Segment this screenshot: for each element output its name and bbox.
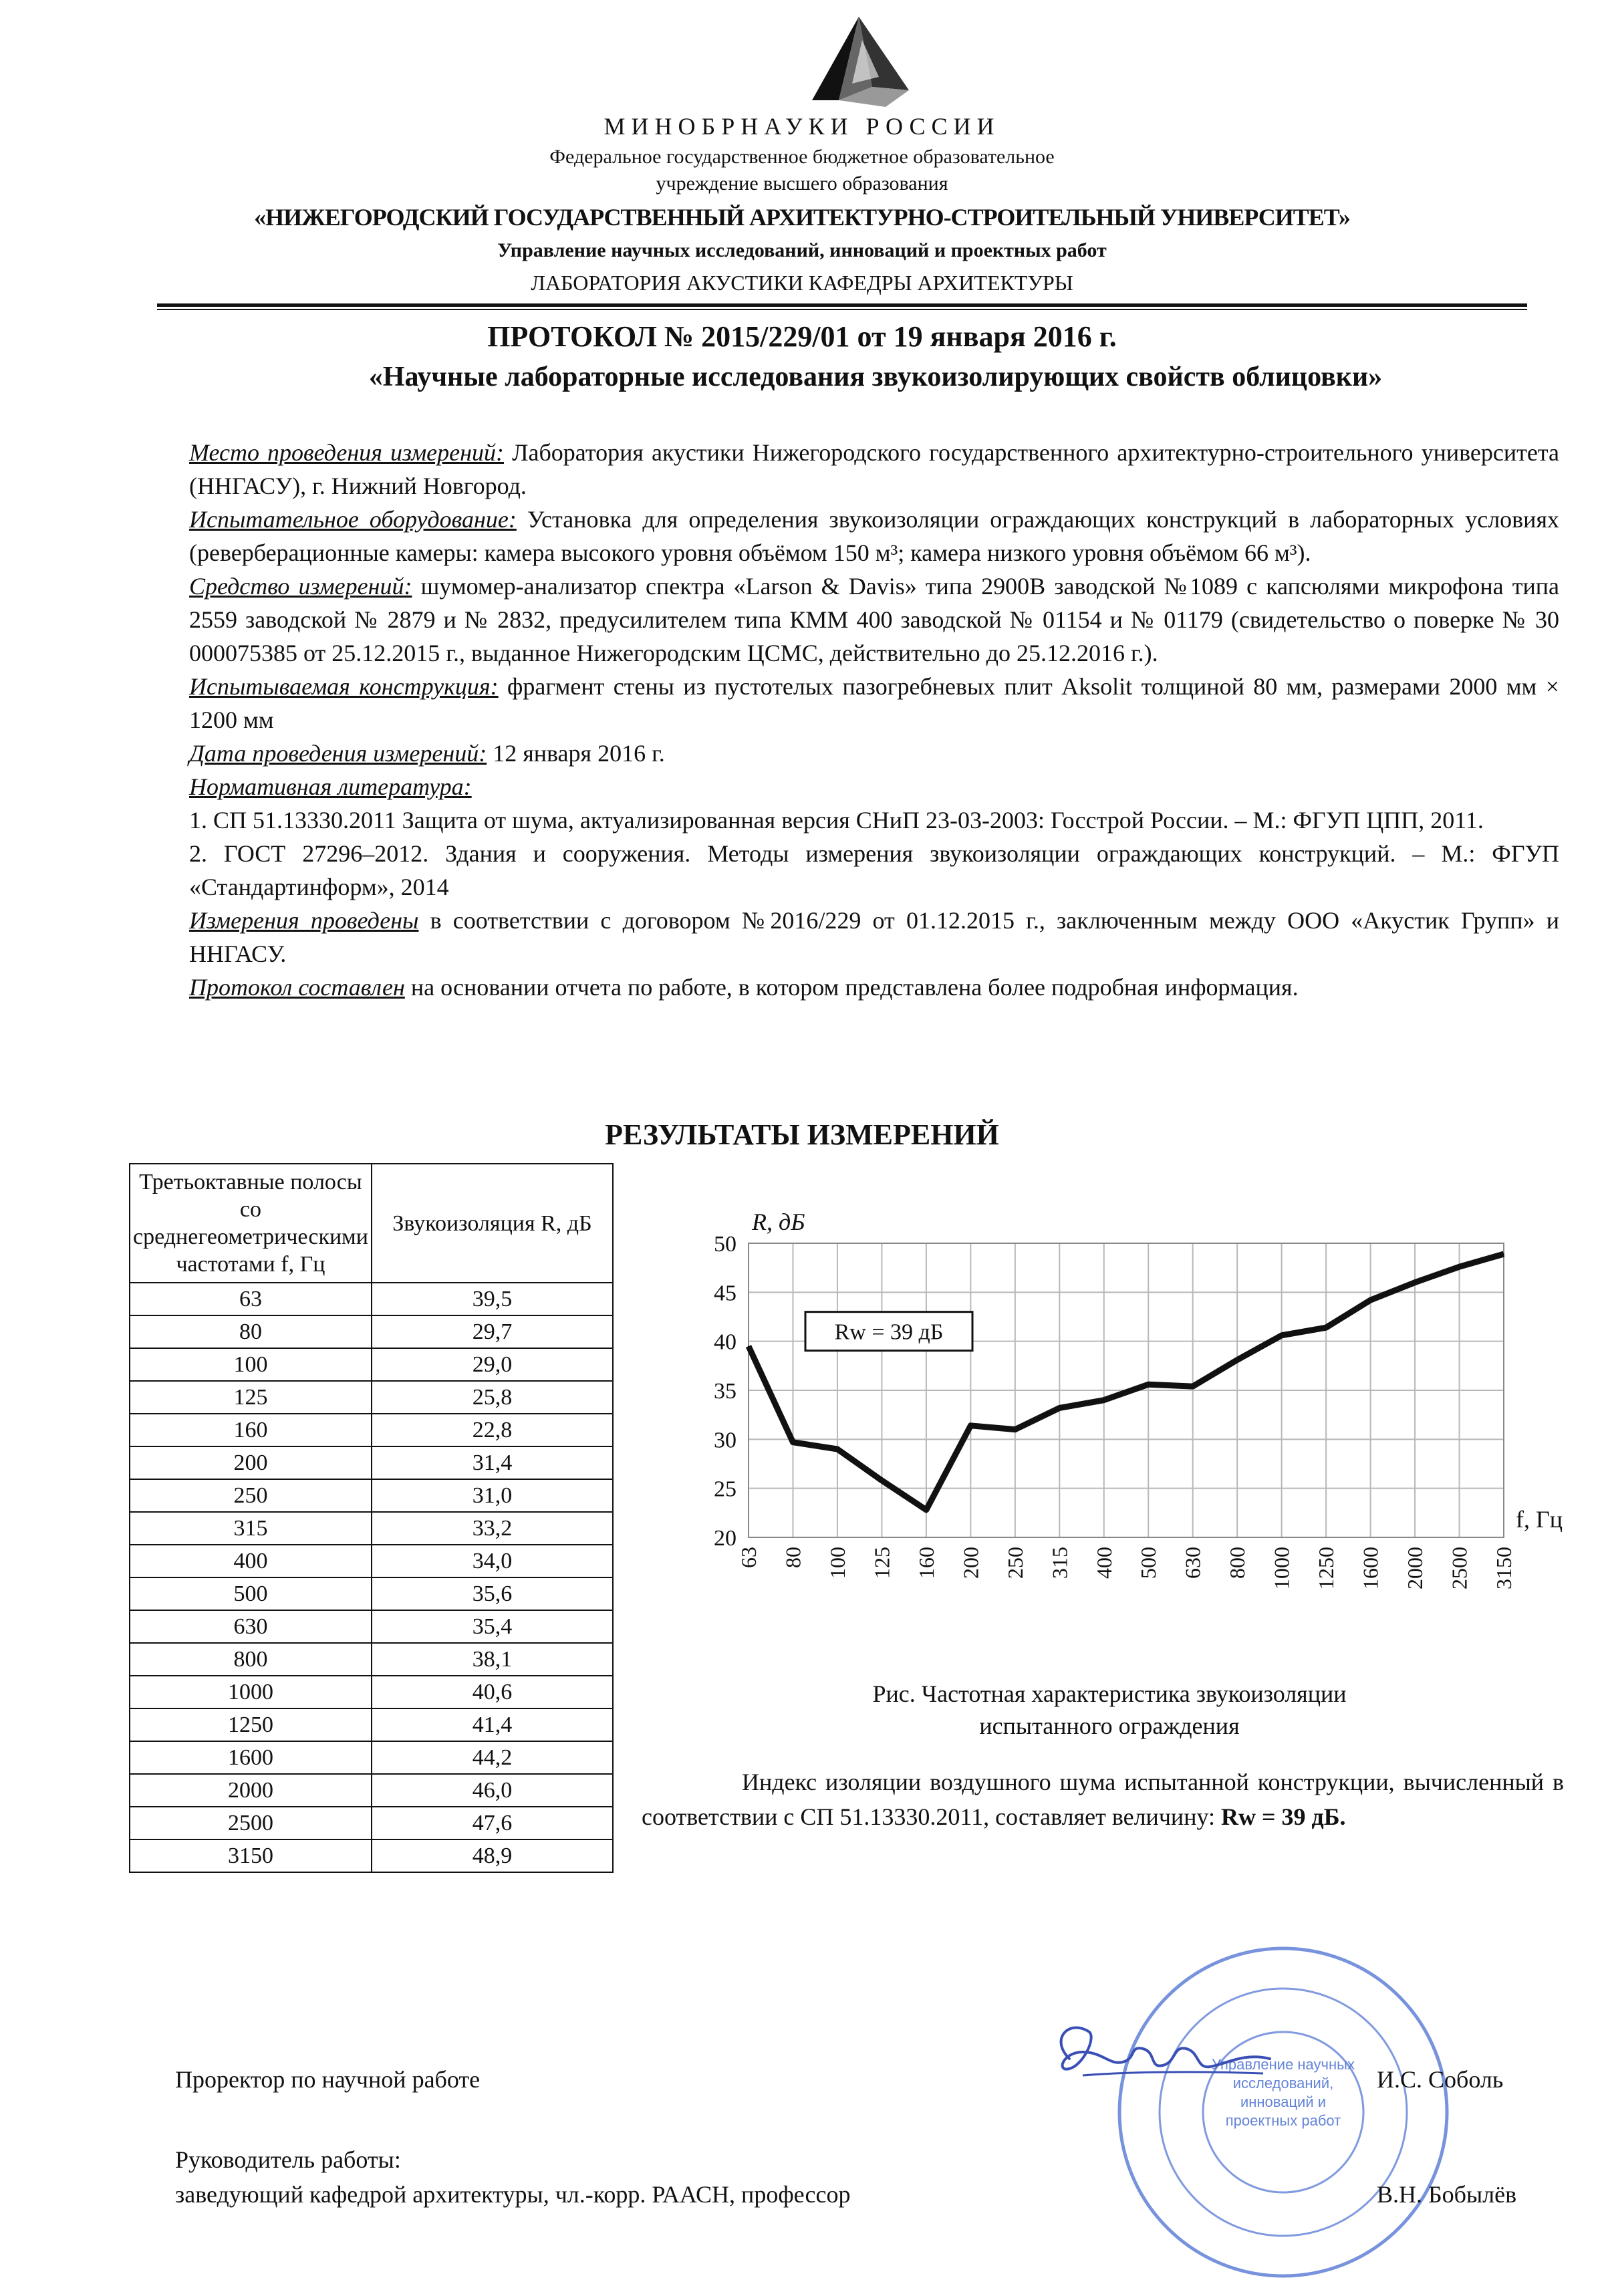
y-tick-label: 35 — [714, 1379, 737, 1404]
table-row — [130, 1512, 613, 1545]
data-point — [1148, 1384, 1149, 1385]
header-line-2: учреждение высшего образования — [656, 172, 948, 195]
role-supervisor-title: Руководитель работы: — [175, 2146, 401, 2173]
data-point — [1015, 1429, 1016, 1430]
table-row — [130, 1446, 613, 1479]
stamp-center-text: Управление научных исследований, инноваций и проектных работ — [1212, 2056, 1355, 2129]
department-name: Управление научных исследований, инноваций и проектных работ — [497, 239, 1107, 261]
protocol-subtitle: «Научные лабораторные исследования звукоизолирующих свойств облицовки» — [368, 362, 1383, 392]
insulation-cell: 31,4 — [372, 1446, 613, 1479]
norms-label: Нормативная литература: — [189, 773, 472, 800]
frequency-cell: 63 — [130, 1283, 372, 1315]
construction-label: Испытываемая конструкция: — [189, 673, 499, 700]
measured-label: Измерения проведены — [189, 907, 419, 934]
header-line-1: Федеральное государственное бюджетное образовательное — [549, 146, 1055, 168]
insulation-cell: 31,0 — [372, 1479, 613, 1512]
data-point — [792, 1442, 793, 1443]
x-tick-label: 80 — [781, 1547, 805, 1568]
frequency-cell: 200 — [130, 1446, 372, 1479]
x-tick-label: 315 — [1047, 1547, 1072, 1579]
compiled-paragraph — [189, 971, 1559, 1004]
data-point — [1103, 1400, 1105, 1401]
data-point — [1192, 1386, 1194, 1387]
figure-caption — [775, 1678, 1444, 1742]
insulation-cell: 39,5 — [372, 1283, 613, 1315]
data-point — [1459, 1266, 1460, 1267]
data-point — [1059, 1407, 1060, 1408]
x-tick-label: 250 — [1002, 1547, 1027, 1579]
norms-heading — [189, 770, 1559, 803]
university-name: «НИЖЕГОРОДСКИЙ ГОСУДАРСТВЕННЫЙ АРХИТЕКТУРНО-СТРОИТЕЛЬНЫЙ УНИВЕРСИТЕТ» — [254, 204, 1350, 231]
x-tick-label: 63 — [737, 1547, 761, 1568]
table-row — [130, 1577, 613, 1610]
table-row — [130, 1643, 613, 1676]
measured-paragraph — [189, 904, 1559, 971]
frequency-cell: 2500 — [130, 1807, 372, 1839]
data-point — [1325, 1327, 1327, 1328]
x-tick-label: 1000 — [1269, 1547, 1294, 1589]
insulation-cell: 25,8 — [372, 1381, 613, 1414]
data-point — [837, 1448, 838, 1450]
x-tick-label: 2500 — [1447, 1547, 1472, 1589]
construction-paragraph — [189, 670, 1559, 737]
data-point — [1236, 1360, 1238, 1361]
ministry-name: МИНОБРНАУКИ РОССИИ — [604, 113, 1000, 140]
official-stamp — [1109, 1938, 1457, 2286]
role-supervisor-detail: заведующий кафедрой архитектуры, чл.-корр. РААСН, профессор — [175, 2181, 851, 2208]
index-paragraph — [642, 1765, 1564, 1834]
frequency-cell: 1250 — [130, 1708, 372, 1741]
insulation-cell: 29,0 — [372, 1348, 613, 1381]
data-point — [926, 1509, 927, 1511]
table-row — [130, 1479, 613, 1512]
x-tick-label: 160 — [914, 1547, 938, 1579]
insulation-cell: 44,2 — [372, 1741, 613, 1774]
data-point — [881, 1480, 882, 1481]
norm-2: 2. ГОСТ 27296–2012. Здания и сооружения. Методы измерения звукоизоляции ограждающих конструкций. – М.: ФГУП «Стандартинформ», 2014 — [189, 840, 1559, 900]
data-point — [1281, 1335, 1283, 1336]
results-table — [129, 1163, 614, 1873]
table-header-row — [130, 1164, 613, 1283]
laboratory-name: ЛАБОРАТОРИЯ АКУСТИКИ КАФЕДРЫ АРХИТЕКТУРЫ — [531, 271, 1073, 295]
x-tick-label: 2000 — [1403, 1547, 1428, 1589]
insulation-cell: 46,0 — [372, 1774, 613, 1807]
name-supervisor: В.Н. Бобылёв — [1377, 2181, 1517, 2208]
date-label: Дата проведения измерений: — [189, 740, 487, 767]
equipment-text: Установка для определения звукоизоляции ограждающих конструкций в лабораторных условиях (реверберационные камеры: камера высокого уровня объёмом 150 м³; камера низкого уровня объёмом 66 м³). — [189, 506, 1560, 566]
table-row — [130, 1807, 613, 1839]
y-tick-label: 40 — [714, 1329, 737, 1355]
date-paragraph — [189, 737, 1559, 770]
insulation-cell: 47,6 — [372, 1807, 613, 1839]
x-tick-label: 125 — [870, 1547, 894, 1579]
table-row — [130, 1839, 613, 1872]
caption-line-2: испытанного ограждения — [979, 1712, 1240, 1739]
annotation-text: Rw = 39 дБ — [834, 1319, 944, 1345]
insulation-cell: 38,1 — [372, 1643, 613, 1676]
x-tick-label: 500 — [1136, 1547, 1161, 1579]
index-value: Rw = 39 дБ. — [1221, 1803, 1346, 1830]
data-point — [1370, 1299, 1371, 1301]
insulation-cell: 29,7 — [372, 1315, 613, 1348]
place-paragraph — [189, 436, 1559, 503]
insulation-cell: 34,0 — [372, 1545, 613, 1577]
results-title: РЕЗУЛЬТАТЫ ИЗМЕРЕНИЙ — [605, 1118, 999, 1151]
frequency-cell: 100 — [130, 1348, 372, 1381]
table-row — [130, 1315, 613, 1348]
table-row — [130, 1348, 613, 1381]
x-axis-label: f, Гц — [1516, 1506, 1563, 1533]
table-header-frequency: Третьоктавные полосы со среднегеометрическими частотами f, Гц — [130, 1164, 372, 1283]
insulation-cell: 35,4 — [372, 1610, 613, 1643]
frequency-cell: 630 — [130, 1610, 372, 1643]
equipment-label: Испытательное оборудование: — [189, 506, 517, 533]
instrument-text: шумомер-анализатор спектра «Larson & Davis» типа 2900B заводской №1089 с капсюлями микрофона типа 2559 заводской № 2879 и № 2832, предусилителем типа КММ 400 заводской № 01154 и № 01179 (свидетельство о поверке № 30 000075385 от 25.12.2015 г., выданное Нижегородским ЦСМС, действительно до 25.12.2016 г.). — [189, 573, 1559, 666]
table-row — [130, 1610, 613, 1643]
x-tick-label: 800 — [1225, 1547, 1250, 1579]
frequency-cell: 500 — [130, 1577, 372, 1610]
table-row — [130, 1676, 613, 1708]
table-row — [130, 1414, 613, 1446]
insulation-cell: 41,4 — [372, 1708, 613, 1741]
index-text: Индекс изоляции воздушного шума испытанной конструкции, вычисленный в соответствии с СП 51.13330.2011, составляет величину: — [642, 1769, 1564, 1830]
x-tick-label: 1250 — [1314, 1547, 1339, 1589]
x-tick-label: 630 — [1180, 1547, 1205, 1579]
frequency-cell: 315 — [130, 1512, 372, 1545]
place-text: Лаборатория акустики Нижегородского государственного архитектурно-строительного университета (ННГАСУ), г. Нижний Новгород. — [189, 439, 1559, 499]
table-row — [130, 1774, 613, 1807]
data-point — [1414, 1282, 1416, 1283]
data-point — [1503, 1253, 1504, 1255]
header-rule — [157, 303, 1527, 307]
frequency-cell: 80 — [130, 1315, 372, 1348]
date-text: 12 января 2016 г. — [487, 740, 665, 767]
norm-1: 1. СП 51.13330.2011 Защита от шума, актуализированная версия СНиП 23-03-2003: Госстрой России. – М.: ФГУП ЦПП, 2011. — [189, 807, 1484, 834]
frequency-cell: 250 — [130, 1479, 372, 1512]
insulation-cell: 22,8 — [372, 1414, 613, 1446]
frequency-cell: 1600 — [130, 1741, 372, 1774]
equipment-paragraph — [189, 503, 1559, 569]
caption-line-1: Рис. Частотная характеристика звукоизоляции — [872, 1680, 1347, 1707]
x-tick-label: 100 — [825, 1547, 849, 1579]
y-tick-label: 45 — [714, 1281, 737, 1306]
data-point — [970, 1425, 971, 1426]
y-tick-label: 25 — [714, 1477, 737, 1502]
compiled-label: Протокол составлен — [189, 974, 405, 1001]
name-prorector: И.С. Соболь — [1377, 2066, 1504, 2093]
x-tick-label: 1600 — [1358, 1547, 1383, 1589]
y-tick-label: 50 — [714, 1232, 737, 1257]
frequency-cell: 125 — [130, 1381, 372, 1414]
role-prorector: Проректор по научной работе — [175, 2066, 481, 2093]
instrument-paragraph — [189, 569, 1559, 670]
insulation-cell: 35,6 — [372, 1577, 613, 1610]
header-rule-thin — [157, 309, 1527, 310]
table-header-insulation: Звукоизоляция R, дБ — [372, 1164, 613, 1283]
x-tick-label: 400 — [1091, 1547, 1116, 1579]
frequency-cell: 2000 — [130, 1774, 372, 1807]
university-logo — [799, 13, 919, 114]
table-row — [130, 1381, 613, 1414]
construction-text: фрагмент стены из пустотелых пазогребневых плит Aksolit толщиной 80 мм, размерами 2000 мм × 1200 мм — [189, 673, 1560, 733]
compiled-text: на основании отчета по работе, в котором представлена более подробная информация. — [404, 974, 1299, 1001]
table-row — [130, 1283, 613, 1315]
x-tick-label: 3150 — [1492, 1547, 1516, 1589]
place-label: Место проведения измерений: — [189, 439, 504, 466]
data-point — [748, 1346, 749, 1347]
y-axis-label: R, дБ — [752, 1208, 805, 1235]
table-row — [130, 1545, 613, 1577]
insulation-cell: 40,6 — [372, 1676, 613, 1708]
x-tick-label: 200 — [958, 1547, 983, 1579]
protocol-body — [189, 436, 1559, 1004]
table-row — [130, 1708, 613, 1741]
measured-text: в соответствии с договором №2016/229 от 01.12.2015 г., заключенным между ООО «Акустик Групп» и ННГАСУ. — [189, 907, 1559, 967]
y-tick-label: 20 — [714, 1526, 737, 1551]
frequency-cell: 160 — [130, 1414, 372, 1446]
frequency-cell: 3150 — [130, 1839, 372, 1872]
frequency-cell: 1000 — [130, 1676, 372, 1708]
signature-sobol — [1043, 2012, 1283, 2092]
instrument-label: Средство измерений: — [189, 573, 412, 600]
y-tick-label: 30 — [714, 1428, 737, 1453]
insulation-cell: 48,9 — [372, 1839, 613, 1872]
frequency-cell: 400 — [130, 1545, 372, 1577]
protocol-title: ПРОТОКОЛ № 2015/229/01 от 19 января 2016 г. — [487, 320, 1117, 353]
insulation-chart — [675, 1203, 1564, 1638]
table-row — [130, 1741, 613, 1774]
frequency-cell: 800 — [130, 1643, 372, 1676]
insulation-cell: 33,2 — [372, 1512, 613, 1545]
